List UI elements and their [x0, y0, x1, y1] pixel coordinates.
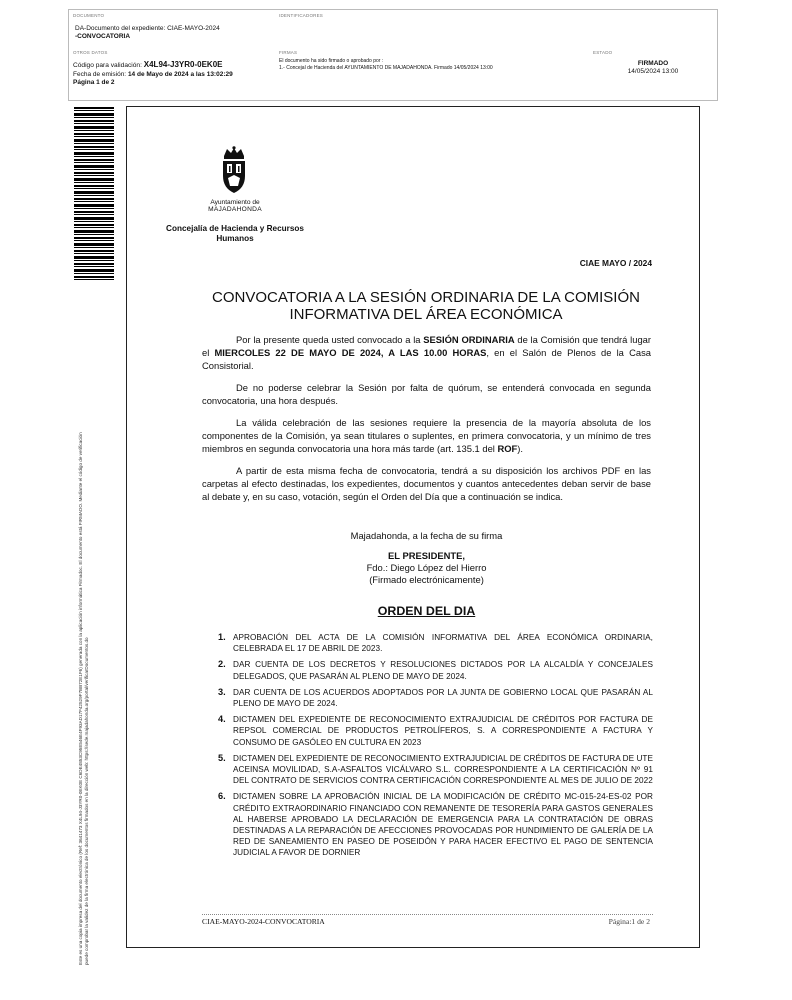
agenda-item: 3. DAR CUENTA DE LOS ACUERDOS ADOPTADOS POR LA JUNTA DE GOBIERNO LOCAL QUE PASARÁN AL PLENO DE MAYO DE 2024.	[218, 686, 653, 709]
agenda-item: 6. DICTAMEN SOBRE LA APROBACIÓN INICIAL DE LA MODIFICACIÓN DE CRÉDITO MC-015-24-ES-02 POR CRÉDITO EXTRAORDINARIO FINANCIADO CON REMANENTE DE TESORERÍA PARA GASTOS GENERALES AL HABERSE APROBADO LA DECLARACIÓN DE EMERGENCIA PARA LA CONTRATACIÓN DE OBRAS DESTINADAS A LA REPARACIÓN DE AFECCIONES PROVOCADAS POR HUNDIMIENTO DE GALERÍA DE LA RED DE SANEAMIENTO EN PASEO DE POSEIDÓN Y PARA HACER EFECTIVO EL PAGO DE SENTENCIA JUDICIAL A FAVOR DE DORNIER	[218, 791, 653, 858]
pagina-indicator: Página 1 de 2	[73, 79, 115, 86]
identificadores-caption: IDENTIFICADORES	[279, 13, 324, 18]
estado-value: FIRMADO	[637, 60, 669, 67]
firmas-caption: FIRMAS	[279, 50, 298, 55]
coat-of-arms-icon	[214, 146, 254, 198]
firmas-cell	[275, 47, 589, 100]
page-title: CONVOCATORIA A LA SESIÓN ORDINARIA DE LA COMISIÓN INFORMATIVA DEL ÁREA ECONÓMICA	[212, 289, 640, 323]
barcode-image	[74, 107, 114, 281]
paragraph-2: De no poderse celebrar la Sesión por falta de quórum, se entenderá convocada en segunda convocatoria, una hora después.	[202, 382, 651, 406]
estado-cell	[589, 47, 717, 100]
agenda-item: 4. DICTAMEN DEL EXPEDIENTE DE RECONOCIMIENTO EXTRAJUDICIAL DE CRÉDITOS POR FACTURA DE REPSOL COMERCIAL DE PRODUCTOS PETROLÍFEROS, S. A CORRESPONDIENTE A FACTURA Y CONSUMO DE GASÓLEO EN CULTURA EN 2023	[218, 714, 653, 747]
agenda-list	[202, 632, 653, 864]
paragraph-3: La válida celebración de las sesiones requiere la presencia de la mayoría absoluta de los componentes de la Comisión, ya sean titulares o suplentes, en primera convocatoria, y un mínimo de tres miembros en segunda convocatoria una hora más tarde (art. 135.1 del ROF).	[202, 417, 651, 454]
signature-place: Majadahonda, a la fecha de su firma	[350, 530, 503, 541]
document-metadata-table	[68, 9, 718, 101]
paragraph-4: A partir de esta misma fecha de convocatoria, tendrá a su disposición los archivos PDF en las carpetas al efecto destinadas, los expedientes, documentos y cuantos antecedentes deban servir de base al debate y, en su caso, votación, según el Orden del Día que a continuación se indica.	[202, 465, 651, 502]
estado-date: 14/05/2024 13:00	[627, 68, 679, 75]
otros-datos-cell	[69, 47, 275, 100]
agenda-item: 5. DICTAMEN DEL EXPEDIENTE DE RECONOCIMIENTO EXTRAJUDICIAL DE CRÉDITOS DE FACTURA DE UTE ACEINSA MOVILIDAD, S.A-ASFALTOS VICÁLVARO S.L. CORRESPONDIENTE A LA CERTIFICACIÓN Nº 91 DEL CONTRATO DE SERVICIOS CONTRA CERTIFICACIÓN CORRESPONDIENTE AL MES DE JULIO DE 2022	[218, 752, 653, 786]
paragraph-1: Por la presente queda usted convocado a la SESIÓN ORDINARIA de la Comisión que tendrá lugar el MIERCOLES 22 DE MAYO DE 2024, A LAS 10.00 HORAS, en el Salón de Plenos de la Casa Consistorial.	[202, 334, 651, 371]
signature-role: EL PRESIDENTE,	[388, 550, 465, 561]
concejalia-heading: Concejalía de Hacienda y Recursos Humanos	[166, 224, 304, 243]
agenda-item: 1. APROBACIÓN DEL ACTA DE LA COMISIÓN INFORMATIVA DEL ÁREA ECONÓMICA ORDINARIA, CELEBRADA EL 17 DE ABRIL DE 2023.	[218, 632, 653, 654]
firmas-line2: 1.- Concejal de Hacienda del AYUNTAMIENTO DE MAJADAHONDA. Firmado 14/05/2024 13:00	[279, 65, 493, 71]
verification-vertical-text: Este es una copia impresa del documento electrónico (Ref: 3641473 X4L94-J3YR0-0EK0E C6DE4853C95E546E4F93AD17F42529F7BB72E1F6) generada con la aplicación informática Firmadoc. El documento está FIRMADO. Mediante el código de verificación puede comprobar la validez de la firma electrónica de los documentos firmados en la dirección web: https://sede.majadahonda.org/portal/verificarDocumentos.do	[78, 432, 90, 965]
signature-note: (Firmado electrónicamente)	[369, 574, 484, 585]
identificadores-cell	[275, 10, 717, 47]
otros-caption: OTROS DATOS	[73, 50, 108, 55]
agenda-item: 2. DAR CUENTA DE LOS DECRETOS Y RESOLUCIONES DICTADOS POR LA ALCALDÍA Y CONCEJALES DELEGADOS, QUE PASARÁN AL PLENO DE MAYO DE 2024.	[218, 659, 653, 681]
footer-page-number: Página:1 de 2	[608, 917, 650, 926]
firmas-line1: El documento ha sido firmado o aprobado por :	[279, 58, 384, 64]
documento-cell	[69, 10, 275, 47]
fecha-emision: Fecha de emisión: 14 de Mayo de 2024 a las 13:02:29	[73, 71, 233, 78]
footer-document-id: CIAE-MAYO-2024-CONVOCATORIA	[202, 917, 325, 926]
signature-name: Fdo.: Diego López del Hierro	[366, 562, 487, 573]
footer-divider	[202, 914, 653, 915]
estado-caption: ESTADO	[593, 50, 613, 55]
orden-del-dia-heading: ORDEN DEL DIA	[377, 604, 476, 618]
codigo-validacion: Código para validación: X4L94-J3YR0-0EK0E	[73, 60, 223, 69]
ayuntamiento-logo-text: Ayuntamiento de MAJADAHONDA	[208, 199, 262, 213]
documento-expediente: DA-Documento del expediente: CIAE-MAYO-2024 -CONVOCATORIA	[75, 25, 220, 40]
documento-caption: DOCUMENTO	[73, 13, 105, 18]
document-reference: CIAE MAYO / 2024	[579, 258, 652, 268]
